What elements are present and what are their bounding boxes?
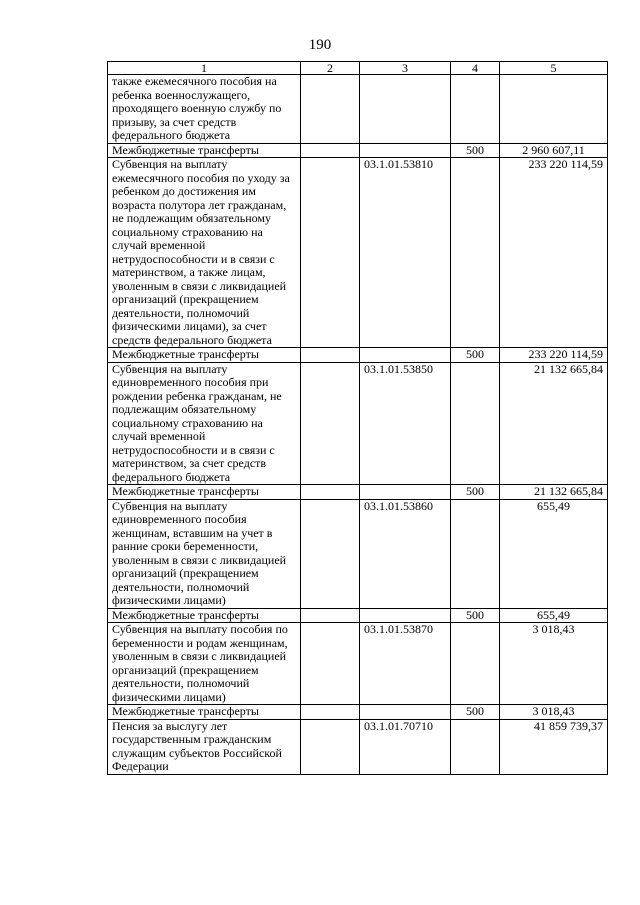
row-col2-cell: [301, 75, 360, 144]
row-amount-cell: 41 859 739,37: [500, 719, 608, 774]
row-code-cell: 03.1.01.53870: [360, 623, 451, 705]
row-type-cell: [451, 499, 500, 608]
row-type-cell: [451, 362, 500, 485]
row-type-cell: [451, 75, 500, 144]
row-amount-cell: 655,49: [500, 608, 608, 623]
column-header: 3: [360, 62, 451, 75]
budget-table: [107, 61, 608, 775]
table-row: [108, 143, 608, 158]
row-col2-cell: [301, 719, 360, 774]
row-code-cell: [360, 608, 451, 623]
row-name-cell: Субвенция на выплату пособия по беременности и родам женщинам, уволенным в связи с ликвидацией организаций (прекращением деятельности, полномочий физическими лицами): [108, 623, 301, 705]
row-type-cell: 500: [451, 143, 500, 158]
row-name-cell: Межбюджетные трансферты: [108, 608, 301, 623]
row-name-cell: Субвенция на выплату единовременного пособия при рождении ребенка гражданам, не подлежащим обязательному социальному страхованию на случай временной нетрудоспособности и в связи с материнством, за счет средств федерального бюджета: [108, 362, 301, 485]
row-amount-cell: 21 132 665,84: [500, 485, 608, 500]
row-code-cell: 03.1.01.53850: [360, 362, 451, 485]
row-name-cell: также ежемесячного пособия на ребенка военнослужащего, проходящего военную службу по призыву, за счет средств федерального бюджета: [108, 75, 301, 144]
row-amount-cell: 2 960 607,11: [500, 143, 608, 158]
row-code-cell: [360, 143, 451, 158]
row-type-cell: 500: [451, 608, 500, 623]
row-col2-cell: [301, 143, 360, 158]
column-header: 1: [108, 62, 301, 75]
row-code-cell: [360, 348, 451, 363]
row-amount-cell: 233 220 114,59: [500, 348, 608, 363]
row-col2-cell: [301, 499, 360, 608]
row-type-cell: 500: [451, 705, 500, 720]
row-amount-cell: 655,49: [500, 499, 608, 608]
column-header: 4: [451, 62, 500, 75]
row-type-cell: 500: [451, 485, 500, 500]
table-row: [108, 719, 608, 774]
row-amount-cell: 3 018,43: [500, 623, 608, 705]
page-number: 190: [308, 37, 332, 53]
row-code-cell: [360, 485, 451, 500]
row-name-cell: Пенсия за выслугу лет государственным гражданским служащим субъектов Российской Федерации: [108, 719, 301, 774]
row-code-cell: 03.1.01.53810: [360, 158, 451, 348]
row-col2-cell: [301, 158, 360, 348]
row-amount-cell: [500, 75, 608, 144]
row-col2-cell: [301, 608, 360, 623]
column-header: 2: [301, 62, 360, 75]
row-col2-cell: [301, 485, 360, 500]
table-row: [108, 499, 608, 608]
column-header: 5: [500, 62, 608, 75]
table-row: [108, 485, 608, 500]
row-name-cell: Субвенция на выплату единовременного пособия женщинам, вставшим на учет в ранние сроки беременности, уволенным в связи с ликвидацией организаций (прекращением деятельности, полномочий физическими лицами): [108, 499, 301, 608]
row-name-cell: Межбюджетные трансферты: [108, 348, 301, 363]
row-amount-cell: 21 132 665,84: [500, 362, 608, 485]
table-row: [108, 158, 608, 348]
row-code-cell: 03.1.01.53860: [360, 499, 451, 608]
table-row: [108, 348, 608, 363]
row-col2-cell: [301, 705, 360, 720]
row-name-cell: Субвенция на выплату ежемесячного пособия по уходу за ребенком до достижения им возраста полутора лет гражданам, не подлежащим обязательному социальному страхованию на случай временной нетрудоспособности и в связи с материнством, а также лицам, уволенным в связи с ликвидацией организаций (прекращением деятельности, полномочий физическими лицами), за счет средств федерального бюджета: [108, 158, 301, 348]
row-amount-cell: 233 220 114,59: [500, 158, 608, 348]
row-type-cell: [451, 623, 500, 705]
row-col2-cell: [301, 362, 360, 485]
table-header-row: [108, 62, 608, 75]
row-amount-cell: 3 018,43: [500, 705, 608, 720]
table-row: [108, 362, 608, 485]
table-row: [108, 608, 608, 623]
row-name-cell: Межбюджетные трансферты: [108, 485, 301, 500]
row-name-cell: Межбюджетные трансферты: [108, 143, 301, 158]
table-row: [108, 705, 608, 720]
row-type-cell: [451, 158, 500, 348]
row-type-cell: 500: [451, 348, 500, 363]
row-col2-cell: [301, 348, 360, 363]
row-code-cell: 03.1.01.70710: [360, 719, 451, 774]
row-col2-cell: [301, 623, 360, 705]
table-row: [108, 623, 608, 705]
row-name-cell: Межбюджетные трансферты: [108, 705, 301, 720]
row-code-cell: [360, 75, 451, 144]
row-code-cell: [360, 705, 451, 720]
table-row: [108, 75, 608, 144]
row-type-cell: [451, 719, 500, 774]
